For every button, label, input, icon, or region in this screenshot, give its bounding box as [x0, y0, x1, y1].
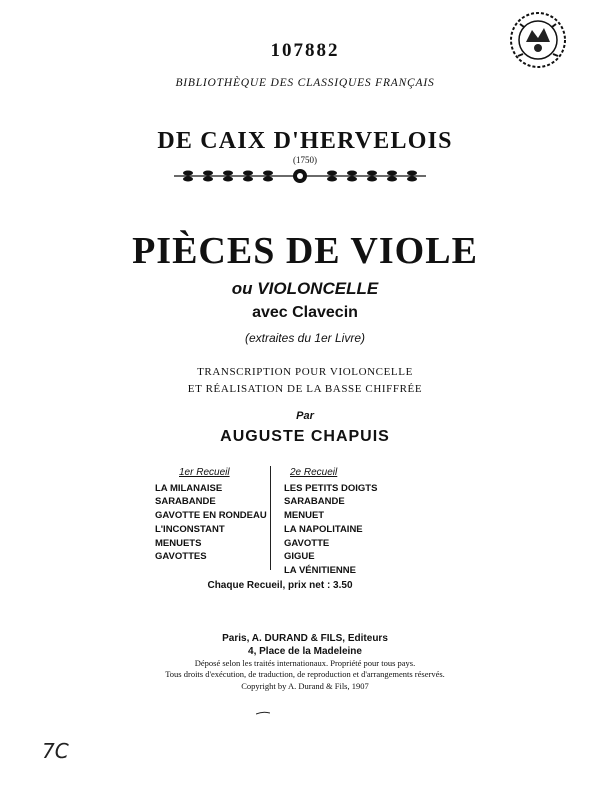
collection-title: BIBLIOTHÈQUE DES CLASSIQUES FRANÇAIS [175, 77, 435, 89]
work-title: PIÈCES DE VIOLE [132, 230, 478, 272]
collection-heading: 2e Recueil [290, 467, 338, 478]
list-item: LES PETITS DOIGTS [284, 482, 378, 494]
list-item: GAVOTTES [155, 551, 207, 563]
work-subtitle-alt: ou VIOLONCELLE [231, 279, 379, 298]
composer-year: (1750) [293, 155, 317, 165]
by-label: Par [296, 410, 314, 422]
list-item: L'INCONSTANT [155, 523, 225, 535]
legal-notice-1: Déposé selon les traités internationaux. Propriété pour tous pays. [194, 658, 416, 668]
list-item: LA NAPOLITAINE [284, 523, 363, 535]
list-item: MENUET [284, 510, 325, 522]
column-divider [270, 466, 271, 570]
list-item: GIGUE [284, 551, 315, 563]
composer-name: DE CAIX D'HERVELOIS [157, 128, 453, 154]
work-subtitle-with: avec Clavecin [252, 304, 358, 321]
list-item: LA MILANAISE [155, 482, 223, 494]
extract-note: (extraites du 1er Livre) [244, 331, 366, 345]
price-line: Chaque Recueil, prix net : 3.50 [207, 580, 353, 591]
list-item: SARABANDE [284, 496, 345, 508]
small-mark-icon [256, 702, 270, 706]
list-item: SARABANDE [155, 496, 216, 508]
handwritten-note: 7C [42, 739, 69, 763]
collection-heading: 1er Recueil [179, 467, 230, 478]
list-item: MENUETS [155, 537, 202, 549]
publisher-address: 4, Place de la Madeleine [248, 646, 362, 657]
copyright-line: Copyright by A. Durand & Fils, 1907 [241, 681, 369, 691]
collection-column-2 [284, 466, 404, 578]
legal-notice-2: Tous droits d'exécution, de traduction, de reproduction et d'arrangements réservés. [165, 669, 445, 679]
transcription-line-2: ET RÉALISATION DE LA BASSE CHIFFRÉE [187, 383, 423, 395]
list-item: LA VÉNITIENNE [284, 564, 356, 576]
floral-ornament-icon [168, 166, 432, 186]
publisher-line: Paris, A. DURAND & FILS, Editeurs [222, 633, 388, 644]
list-item: GAVOTTE [284, 537, 330, 549]
shelfmark-number: 107882 [270, 40, 340, 61]
collection-column-1 [155, 466, 275, 564]
list-item: GAVOTTE EN RONDEAU [155, 510, 267, 522]
transcription-line-1: TRANSCRIPTION POUR VIOLONCELLE [197, 366, 413, 378]
arranger-name: AUGUSTE CHAPUIS [220, 428, 390, 445]
